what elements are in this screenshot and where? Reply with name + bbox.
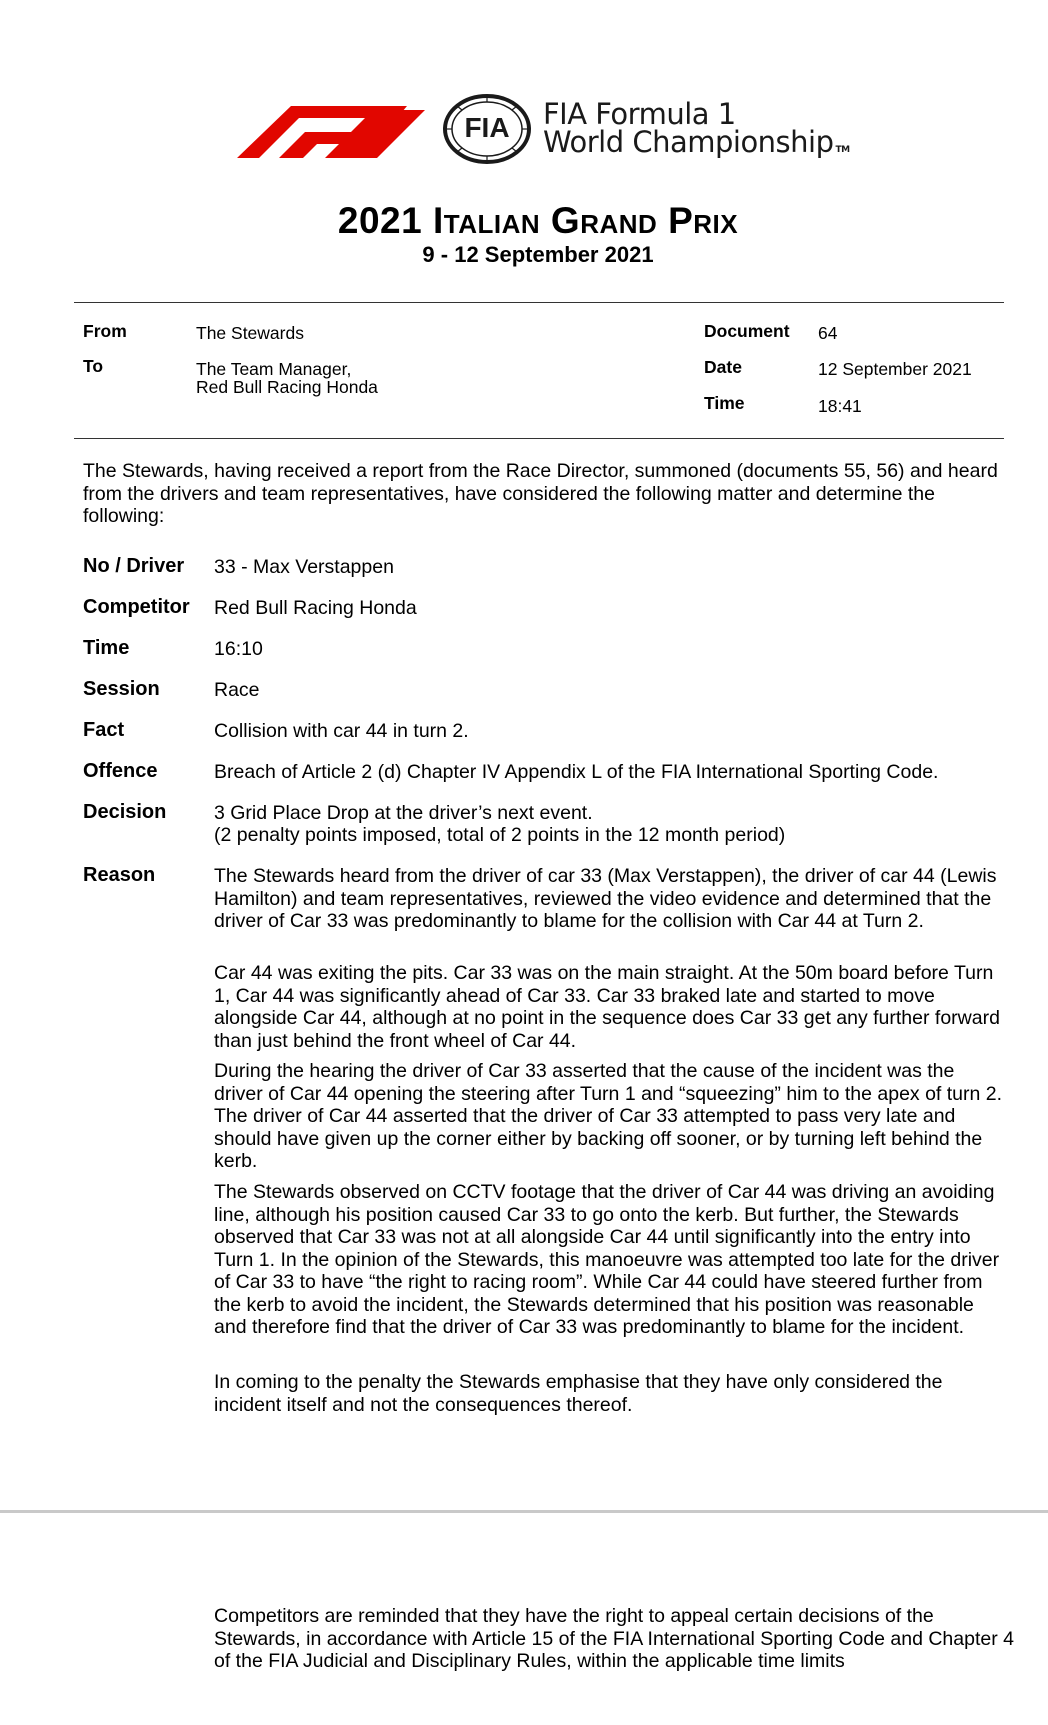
championship-line-2: World Championship TM [543,125,850,159]
header-logo-row [225,94,875,164]
championship-wordmark [543,97,850,164]
trademark: TM [835,145,850,155]
time-value: 18:41 [818,396,862,416]
header-divider [74,438,1004,439]
appeal-notice: Competitors are reminded that they have the right to appeal certain decisions of the Stewards, in accordance with Article 15 of the FIA International Sporting Code and Chapter 4 of the FIA Judicial and Disciplinary Rules, within the applicable time limits [214,1605,1014,1672]
reason-paragraph-5: In coming to the penalty the Stewards emphasise that they have only considered the incident itself and not the consequences thereof. [214,1371,943,1416]
offence-label: Offence [83,760,158,782]
decision-value-line-2: (2 penalty points imposed, total of 2 points in the 12 month period) [214,824,786,846]
reason-paragraph-1: The Stewards heard from the driver of car 33 (Max Verstappen), the driver of car 44 (Lewis Hamilton) and team representatives, reviewed the video evidence and determined that the driver of Car 33 was predominantly to blame for the collision with Car 44 at Turn 2. [214,865,997,932]
to-label: To [83,356,104,376]
competitor-value: Red Bull Racing Honda [214,597,417,619]
time-field-value: 16:10 [214,638,263,660]
date-label: Date [704,357,742,377]
competitor-label: Competitor [83,596,190,618]
reason-paragraph-3: During the hearing the driver of Car 33 asserted that the cause of the incident was the driver of Car 44 opening the steering after Turn 1 and “squeezing” him to the apex of turn 2. The driver of Car 44 asserted that the driver of Car 33 attempted to pass very late and should have given up the corner either by backing off sooner, or by turning left behind the kerb. [214,1060,1003,1172]
from-label: From [83,321,127,341]
document-value: 64 [818,323,838,343]
driver-value: 33 - Max Verstappen [214,556,394,578]
time-label: Time [704,393,745,413]
date-value: 12 September 2021 [818,359,972,379]
to-value-line-1: The Team Manager, [196,359,352,379]
event-dates: 9 - 12 September 2021 [422,242,654,267]
session-label: Session [83,678,160,700]
from-value: The Stewards [196,323,304,343]
reason-paragraph-2: Car 44 was exiting the pits. Car 33 was on the main straight. At the 50m board before Turn 1, Car 44 was significantly ahead of Car 33. Car 33 braked late and started to move alongside Car 44, although at no point in the sequence does Car 33 get any further forward than just behind the front wheel of Car 44. [214,962,1000,1052]
intro-paragraph: The Stewards, having received a report from the Race Director, summoned (documents 55, 56) and heard from the drivers and team representatives, have considered the following matter and determine the following: [83,460,998,527]
session-value: Race [214,679,260,701]
event-title: 2021 Italian Grand Prix [337,200,739,241]
f1-logo-icon [225,98,425,158]
fact-value: Collision with car 44 in turn 2. [214,720,469,742]
document-label: Document [704,321,790,341]
fia-seal-text: FIA [464,112,510,143]
top-divider [74,302,1004,303]
reason-label: Reason [83,864,156,886]
decision-label: Decision [83,801,167,823]
championship-line-1: FIA Formula 1 [543,97,736,131]
driver-label: No / Driver [83,555,185,577]
to-value-line-2: Red Bull Racing Honda [196,377,378,397]
offence-value: Breach of Article 2 (d) Chapter IV Appendix L of the FIA International Sporting Code. [214,761,939,783]
time-field-label: Time [83,637,130,659]
decision-value-line-1: 3 Grid Place Drop at the driver’s next event. [214,802,593,824]
page-footer-divider [0,1510,1048,1513]
reason-paragraph-4: The Stewards observed on CCTV footage that the driver of Car 44 was driving an avoiding line, although his position caused Car 33 to go onto the kerb. But further, the Stewards observed that Car 33 was not at all alongside Car 44 until significantly into the entry into Turn 1. In the opinion of the Stewards, this manoeuvre was attempted too late for the driver of Car 33 to have “the right to racing room”. While Car 44 could have steered further from the kerb to avoid the incident, the Stewards determined that his position was reasonable and therefore find that the driver of Car 33 was predominantly to blame for the incident. [214,1181,1000,1338]
fact-label: Fact [83,719,125,741]
